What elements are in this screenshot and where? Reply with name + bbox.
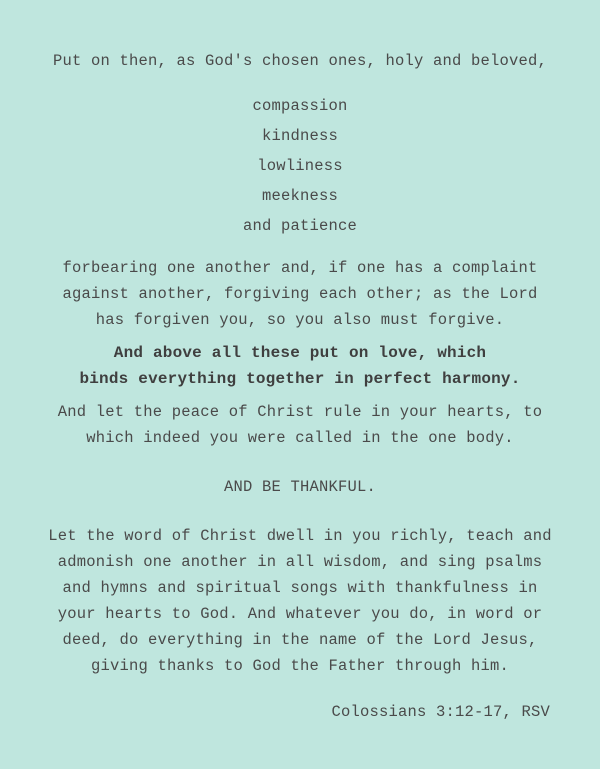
virtue-meekness: meekness bbox=[261, 187, 338, 205]
peace-line-1: And let the peace of Christ rule in your hearts, to bbox=[57, 403, 543, 421]
virtue-lowliness: lowliness bbox=[257, 157, 343, 175]
virtue-patience: and patience bbox=[242, 217, 358, 235]
word-line-5: deed, do everything in the name of the Lord Jesus, bbox=[62, 631, 538, 649]
forbearing-line-2: against another, forgiving each other; as the Lord bbox=[62, 285, 538, 303]
word-line-3: and hymns and spiritual songs with thankfulness in bbox=[62, 579, 538, 597]
peace-line-2: which indeed you were called in the one body. bbox=[86, 429, 514, 447]
word-line-6: giving thanks to God the Father through him. bbox=[90, 657, 510, 675]
thankful-heading: AND BE THANKFUL. bbox=[223, 478, 377, 496]
word-line-2: admonish one another in all wisdom, and sing psalms bbox=[57, 553, 543, 571]
forbearing-line-1: forbearing one another and, if one has a complaint bbox=[62, 259, 538, 277]
citation: Colossians 3:12-17, RSV bbox=[331, 703, 550, 721]
forbearing-line-3: has forgiven you, so you also must forgive. bbox=[95, 311, 505, 329]
virtue-compassion: compassion bbox=[252, 97, 348, 115]
love-line-2: binds everything together in perfect harmony. bbox=[79, 370, 521, 388]
virtue-kindness: kindness bbox=[261, 127, 338, 145]
intro-line: Put on then, as God's chosen ones, holy and beloved, bbox=[52, 52, 548, 70]
word-line-1: Let the word of Christ dwell in you richly, teach and bbox=[48, 527, 552, 545]
word-line-4: your hearts to God. And whatever you do, in word or bbox=[57, 605, 543, 623]
love-line-1: And above all these put on love, which bbox=[113, 344, 487, 362]
